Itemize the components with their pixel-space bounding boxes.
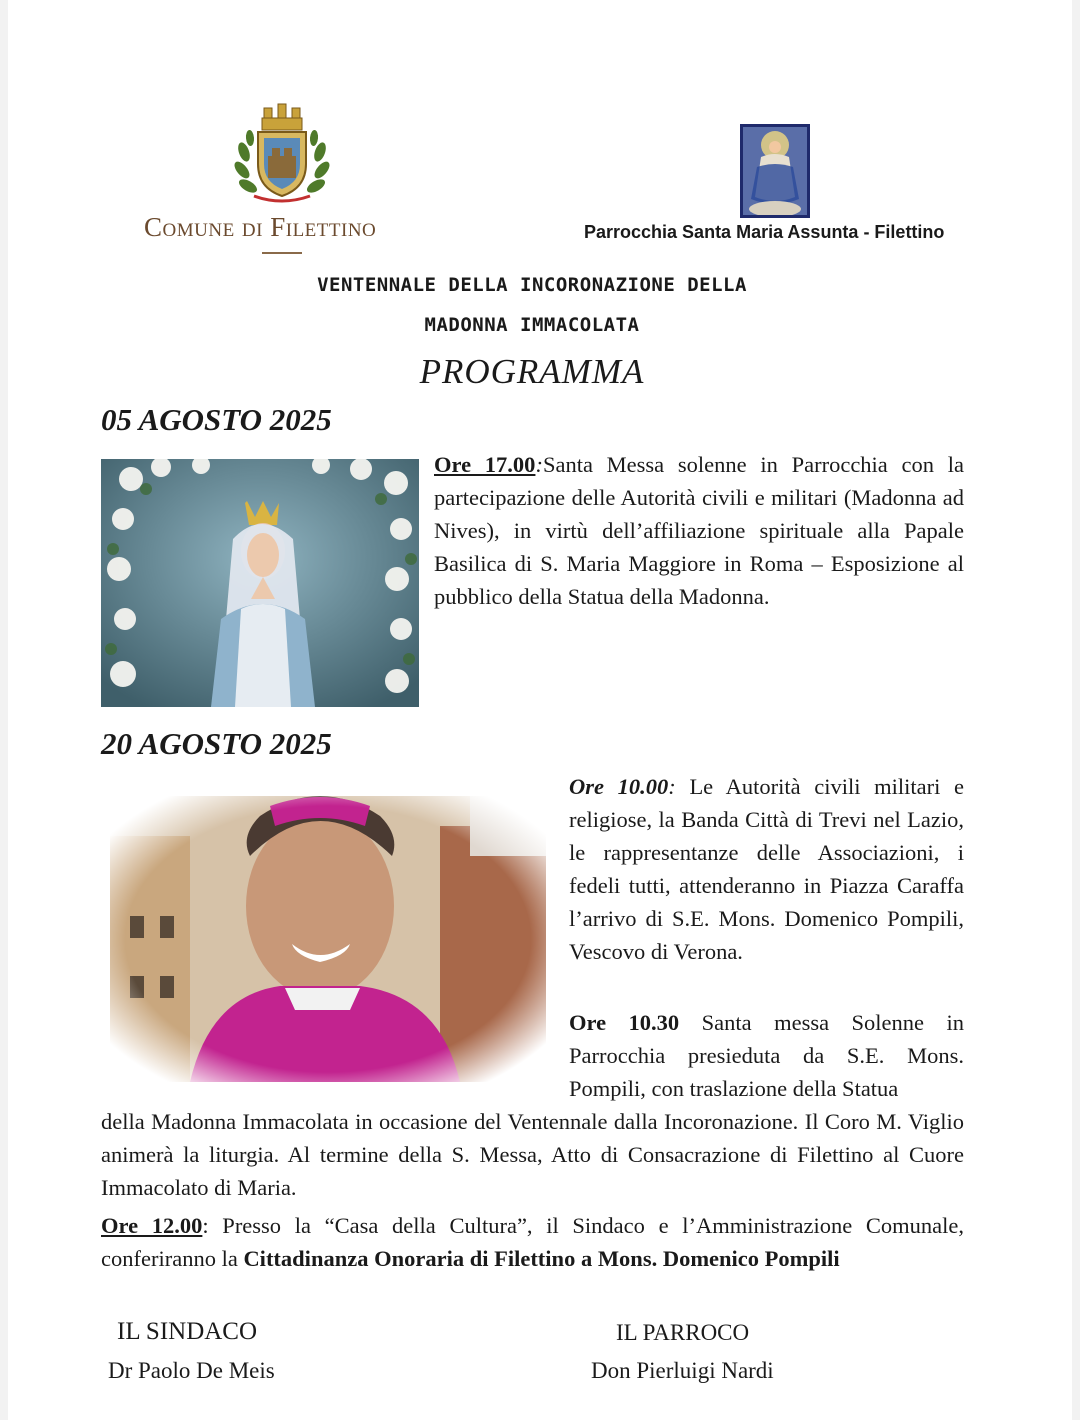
mayor-name: Dr Paolo De Meis [108, 1358, 275, 1383]
day2-item2-continued: della Madonna Immacolata in occasione del Ventennale dalla Incoronazione. Il Coro M. Viglio animerà la liturgia. Al termine della S. Messa, Atto di Consacrazione di Filettino al Cuore Immacolato di Maria. [101, 1109, 964, 1200]
event-title-line2: MADONNA IMMACOLATA [424, 314, 640, 336]
day2-item2: Ore 10.30 Santa messa Solenne in Parrocchia presieduta da S.E. Mons. Pompili, con traslazione della Statua [569, 1010, 964, 1101]
date-heading-1: 05 AGOSTO 2025 [101, 402, 332, 437]
mayor-title: IL SINDACO [117, 1318, 258, 1345]
day1-time: Ore 17.00 [434, 452, 536, 477]
parish-assumption-image [740, 124, 810, 218]
comune-underline [262, 252, 302, 254]
day2-time2: Ore 10.30 [569, 1010, 680, 1035]
parish-priest-name: Don Pierluigi Nardi [591, 1358, 774, 1383]
day1-description: Ore 17.00:Santa Messa solenne in Parrocchia con la partecipazione delle Autorità civili e militari (Madonna ad Nives), in virtù dell’affiliazione spirituale alla Papale Basilica di S. Maria Maggiore in Roma – Esposizione al pubblico della Statua della Madonna. [434, 452, 964, 609]
day2-item1: Ore 10.00: Le Autorità civili militari e religiose, la Banda Città di Trevi nel Lazio, le rappresentanze delle Associazioni, i fedeli tutti, attenderanno in Piazza Caraffa l’arrivo di S.E. Mons. Domenico Pompili, Vescovo di Verona. [569, 774, 964, 964]
event-title-line1: VENTENNALE DELLA INCORONAZIONE DELLA [317, 274, 747, 296]
comune-name: Comune di Filettino [144, 212, 377, 242]
day2-item3: Ore 12.00: Presso la “Casa della Cultura”, il Sindaco e l’Amministrazione Comunale, conferiranno la Cittadinanza Onoraria di Filettino a Mons. Domenico Pompili [101, 1213, 964, 1271]
honorary-citizenship: Cittadinanza Onoraria di Filettino a Mons. Domenico Pompili [243, 1246, 840, 1271]
parish-priest-title: IL PARROCO [616, 1320, 750, 1345]
bishop-portrait-photo [110, 796, 546, 1082]
parish-name: Parrocchia Santa Maria Assunta - Filettino [584, 222, 945, 242]
madonna-statue-photo [101, 459, 419, 707]
programma-heading: PROGRAMMA [419, 352, 645, 391]
day2-time3: Ore 12.00 [101, 1213, 203, 1238]
date-heading-2: 20 AGOSTO 2025 [101, 726, 332, 761]
day2-time1: Ore 10.00 [569, 774, 669, 799]
comune-crest-logo [234, 102, 330, 206]
